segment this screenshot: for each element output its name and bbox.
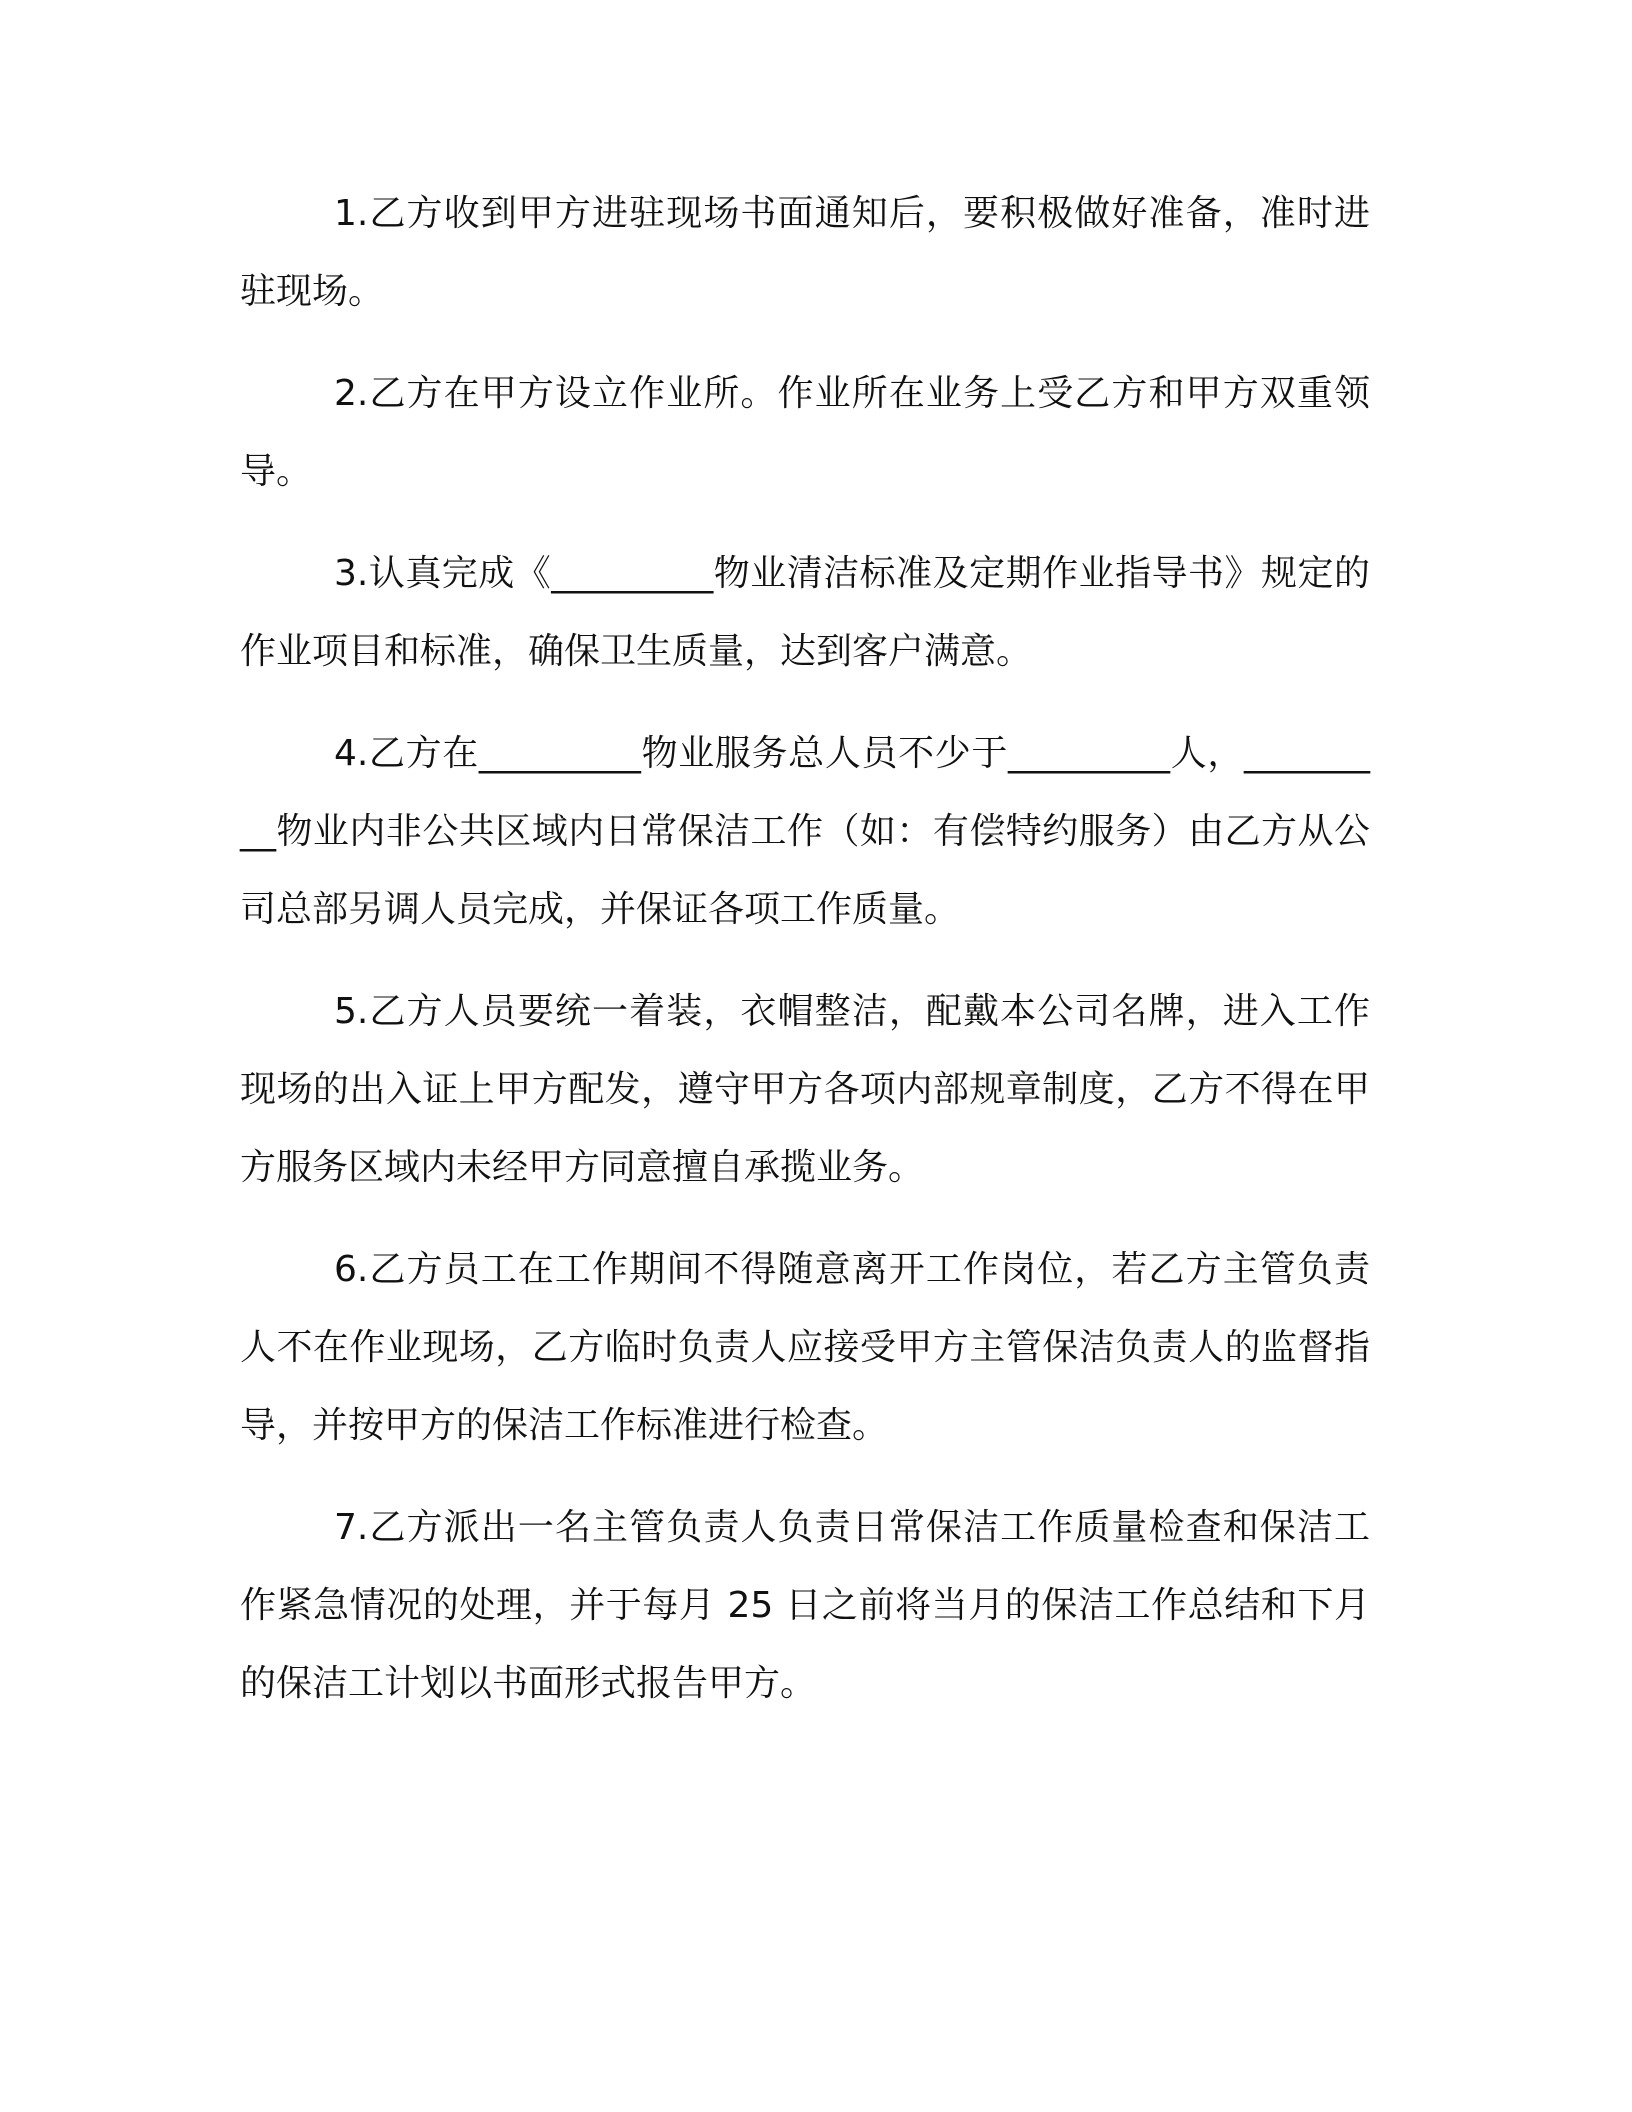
clause-6: 6.乙方员工在工作期间不得随意离开工作岗位，若乙方主管负责人不在作业现场，乙方临时负责人应接受甲方主管保洁负责人的监督指导，并按甲方的保洁工作标准进行检查。 [240,1249,1370,1446]
clause-2: 2.乙方在甲方设立作业所。作业所在业务上受乙方和甲方双重领导。 [240,373,1370,492]
clause-7: 7.乙方派出一名主管负责人负责日常保洁工作质量检查和保洁工作紧急情况的处理，并于每月 25 日之前将当月的保洁工作总结和下月的保洁工计划以书面形式报告甲方。 [240,1507,1370,1704]
clause-5: 5.乙方人员要统一着装，衣帽整洁，配戴本公司名牌，进入工作现场的出入证上甲方配发，遵守甲方各项内部规章制度，乙方不得在甲方服务区域内未经甲方同意擅自承揽业务。 [240,991,1370,1188]
clause-4: 4.乙方在_________物业服务总人员不少于_________人，_________物业内非公共区域内日常保洁工作（如：有偿特约服务）由乙方从公司总部另调人员完成，并保证各项工作质量。 [240,733,1370,930]
clause-3: 3.认真完成《_________物业清洁标准及定期作业指导书》规定的作业项目和标准，确保卫生质量，达到客户满意。 [240,553,1370,672]
clause-1: 1.乙方收到甲方进驻现场书面通知后，要积极做好准备，准时进驻现场。 [240,193,1370,312]
document-body [240,175,1370,1747]
